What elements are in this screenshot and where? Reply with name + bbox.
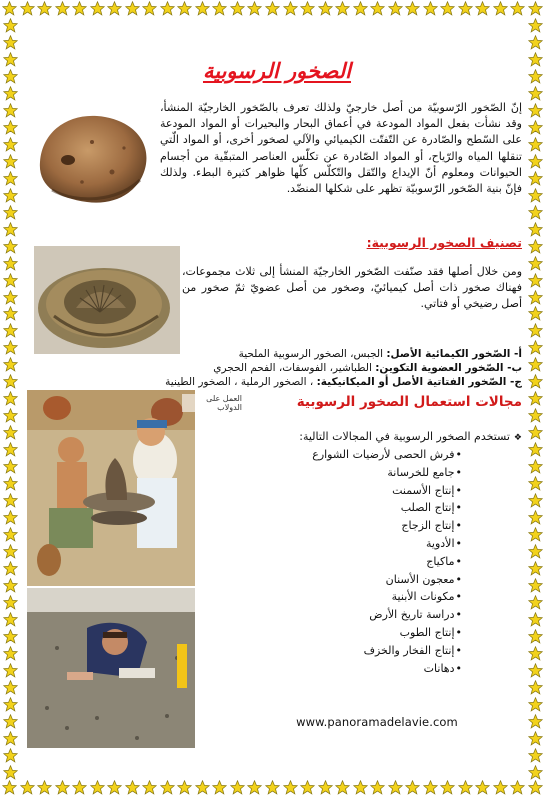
star-icon xyxy=(72,780,87,795)
diamond-bullet-icon: ❖ xyxy=(513,433,522,443)
star-icon xyxy=(3,765,18,780)
star-border-bottom xyxy=(0,780,545,798)
sedimentary-rock-image xyxy=(32,102,154,212)
star-icon xyxy=(3,306,18,321)
star-icon xyxy=(3,663,18,678)
star-icon xyxy=(3,35,18,50)
star-icon xyxy=(475,780,490,795)
star-icon xyxy=(177,1,192,16)
star-icon xyxy=(3,18,18,33)
star-icon xyxy=(265,1,280,16)
star-icon xyxy=(528,408,543,423)
classification-item xyxy=(172,361,522,375)
star-icon xyxy=(3,340,18,355)
star-icon xyxy=(230,1,245,16)
star-icon xyxy=(3,239,18,254)
classification-paragraph: ومن خلال أصلها فقد صنّفت الصّخور الخارجيّة المنشأ إلى ثلاث مجموعات، فهناك صخور ذات أصل كيميائيّ، وصخور من أصل عضويّ ثمّ صخور من أصل رضيخي أو فتاتي. xyxy=(182,265,522,310)
star-icon xyxy=(493,780,508,795)
star-icon xyxy=(528,578,543,593)
star-icon xyxy=(3,425,18,440)
classification-item-text: الطباشير، الفوسفات، الفحم الحجري xyxy=(213,362,376,374)
star-icon xyxy=(528,374,543,389)
star-icon xyxy=(72,1,87,16)
star-icon xyxy=(388,1,403,16)
list-item: • دهانات xyxy=(272,660,462,678)
star-icon xyxy=(528,137,543,152)
star-icon xyxy=(230,780,245,795)
star-icon xyxy=(3,442,18,457)
classification-item-text: ، الصخور الرملية ، الصخور الطينية xyxy=(165,376,317,388)
pottery-illustration xyxy=(27,390,195,586)
star-icon xyxy=(3,222,18,237)
star-icon xyxy=(195,780,210,795)
star-icon xyxy=(528,323,543,338)
star-icon xyxy=(3,188,18,203)
star-icon xyxy=(3,408,18,423)
star-icon xyxy=(528,154,543,169)
star-icon xyxy=(142,1,157,16)
star-icon xyxy=(3,205,18,220)
star-icon xyxy=(3,697,18,712)
star-icon xyxy=(3,714,18,729)
classification-item xyxy=(172,347,522,361)
star-icon xyxy=(3,171,18,186)
star-icon xyxy=(2,1,17,16)
star-icon xyxy=(528,510,543,525)
star-icon xyxy=(528,86,543,101)
star-icon xyxy=(107,1,122,16)
star-icon xyxy=(528,561,543,576)
star-icon xyxy=(528,222,543,237)
star-icon xyxy=(528,748,543,763)
list-item: • معجون الأسنان xyxy=(272,571,462,589)
star-icon xyxy=(3,476,18,491)
star-icon xyxy=(3,629,18,644)
star-icon xyxy=(3,391,18,406)
star-icon xyxy=(3,374,18,389)
star-icon xyxy=(3,137,18,152)
star-icon xyxy=(528,646,543,661)
star-icon xyxy=(212,1,227,16)
star-icon xyxy=(405,780,420,795)
star-icon xyxy=(528,493,543,508)
star-icon xyxy=(3,69,18,84)
star-icon xyxy=(528,595,543,610)
star-icon xyxy=(353,1,368,16)
star-icon xyxy=(212,780,227,795)
star-icon xyxy=(107,780,122,795)
star-icon xyxy=(177,780,192,795)
classification-item-label: أ- الصّخور الكيمائية الأصل: xyxy=(386,348,522,360)
star-icon xyxy=(528,425,543,440)
star-icon xyxy=(528,780,543,795)
classification-item xyxy=(165,375,522,389)
star-icon xyxy=(475,1,490,16)
star-icon xyxy=(3,544,18,559)
star-icon xyxy=(335,1,350,16)
list-item: • مكونات الأبنية xyxy=(272,588,462,606)
star-border-top xyxy=(0,1,545,19)
star-icon xyxy=(353,780,368,795)
star-border-left xyxy=(1,18,19,780)
star-icon xyxy=(528,714,543,729)
star-icon xyxy=(528,35,543,50)
star-icon xyxy=(423,1,438,16)
star-icon xyxy=(3,493,18,508)
star-icon xyxy=(528,256,543,271)
star-icon xyxy=(528,680,543,695)
star-icon xyxy=(3,612,18,627)
star-icon xyxy=(405,1,420,16)
uses-intro xyxy=(222,430,522,443)
list-item: • إنتاج الزجاج xyxy=(272,517,462,535)
geologist-photo xyxy=(27,588,195,748)
star-icon xyxy=(335,780,350,795)
star-icon xyxy=(528,731,543,746)
star-icon xyxy=(528,663,543,678)
star-icon xyxy=(265,780,280,795)
list-item: • فرش الحصى لأرضيات الشوارع xyxy=(272,446,462,464)
star-icon xyxy=(3,103,18,118)
star-icon xyxy=(388,780,403,795)
star-icon xyxy=(528,629,543,644)
list-item: • إنتاج الطوب xyxy=(272,624,462,642)
list-item: • جامع للخرسانة xyxy=(272,464,462,482)
star-icon xyxy=(3,459,18,474)
star-icon xyxy=(195,1,210,16)
star-icon xyxy=(55,780,70,795)
star-icon xyxy=(528,697,543,712)
star-icon xyxy=(423,780,438,795)
star-icon xyxy=(300,780,315,795)
star-icon xyxy=(125,780,140,795)
star-icon xyxy=(3,273,18,288)
star-icon xyxy=(440,780,455,795)
star-icon xyxy=(528,765,543,780)
star-icon xyxy=(3,578,18,593)
page-title: الصخور الرسوبية xyxy=(202,58,351,83)
website-url[interactable]: www.panoramadelavie.com xyxy=(296,715,458,729)
star-icon xyxy=(370,1,385,16)
star-icon xyxy=(528,306,543,321)
star-icon xyxy=(528,544,543,559)
star-icon xyxy=(3,154,18,169)
intro-paragraph: إنّ الصّخور الرّسوبيّة من أصل خارجيّ ولذلك تعرف بالصّخور الخارجيّة المنشأ، وقد نشأت بفعل المواد المودعة في أعماق البحار والبحيرات أو المواد المودعة على السّطح والصّادرة عن التّفتّت الكيميائي والآلي لصخور أخرى، أو المواد الّتي تنقلها المياه والرّياح، أو المواد الصّادرة عن تكلّس العناصر المتبقّية من أجسام الحيوانات ومعلوم أنّ الإيداع والتّقل والتّكلّس كلّها ظواهر كثيرة البطء. ولذلك فإنّ بنية الصّخور الرّسوبيّة تظهر على شكلها المنضّد. xyxy=(160,101,522,196)
star-icon xyxy=(20,780,35,795)
star-icon xyxy=(3,595,18,610)
star-icon xyxy=(2,780,17,795)
list-item: • ماكياج xyxy=(272,553,462,571)
star-border-right xyxy=(526,18,544,780)
star-icon xyxy=(510,1,525,16)
star-icon xyxy=(3,680,18,695)
image-caption: العمل على الدولاب xyxy=(182,394,242,412)
star-icon xyxy=(125,1,140,16)
star-icon xyxy=(528,442,543,457)
star-icon xyxy=(3,527,18,542)
star-icon xyxy=(37,780,52,795)
star-icon xyxy=(247,1,262,16)
star-icon xyxy=(37,1,52,16)
star-icon xyxy=(528,476,543,491)
star-icon xyxy=(528,1,543,16)
uses-heading: مجالات استعمال الصخور الرسوبية xyxy=(296,394,522,410)
list-item: • إنتاج الفخار والخزف xyxy=(272,642,462,660)
star-icon xyxy=(528,18,543,33)
star-icon xyxy=(3,290,18,305)
star-icon xyxy=(528,527,543,542)
star-icon xyxy=(55,1,70,16)
star-icon xyxy=(370,780,385,795)
star-icon xyxy=(528,612,543,627)
star-icon xyxy=(3,120,18,135)
star-icon xyxy=(3,323,18,338)
star-icon xyxy=(528,273,543,288)
list-item: • دراسة تاريخ الأرض xyxy=(272,606,462,624)
star-icon xyxy=(3,256,18,271)
star-icon xyxy=(528,391,543,406)
star-icon xyxy=(283,1,298,16)
star-icon xyxy=(283,780,298,795)
star-icon xyxy=(90,780,105,795)
uses-intro-text: تستخدم الصخور الرسوبية في المجالات التالية: xyxy=(299,430,510,443)
document-page xyxy=(22,22,523,778)
star-icon xyxy=(528,69,543,84)
star-icon xyxy=(318,1,333,16)
list-item: • الأدوية xyxy=(272,535,462,553)
classification-item-label: ب- الصّخور العضوية التكوين: xyxy=(375,362,522,374)
star-icon xyxy=(458,780,473,795)
star-icon xyxy=(160,1,175,16)
star-icon xyxy=(528,171,543,186)
star-icon xyxy=(510,780,525,795)
star-icon xyxy=(528,205,543,220)
star-icon xyxy=(528,239,543,254)
uses-list xyxy=(272,446,462,677)
star-icon xyxy=(3,646,18,661)
star-icon xyxy=(528,340,543,355)
star-icon xyxy=(528,120,543,135)
star-icon xyxy=(3,357,18,372)
star-icon xyxy=(528,52,543,67)
star-icon xyxy=(90,1,105,16)
star-icon xyxy=(493,1,508,16)
star-icon xyxy=(528,459,543,474)
star-icon xyxy=(458,1,473,16)
star-icon xyxy=(528,357,543,372)
star-icon xyxy=(3,510,18,525)
star-icon xyxy=(318,780,333,795)
star-icon xyxy=(300,1,315,16)
classification-item-text: الجبس، الصخور الرسوبية الملحية xyxy=(238,348,387,360)
classification-heading: تصنيف الصخور الرسوبية: xyxy=(366,235,522,250)
star-icon xyxy=(3,731,18,746)
star-icon xyxy=(440,1,455,16)
fossil-shell-image xyxy=(34,246,180,354)
star-icon xyxy=(3,86,18,101)
classification-item-label: ج- الصّخور الفتاتية الأصل أو الميكانيكية: xyxy=(316,376,522,388)
star-icon xyxy=(20,1,35,16)
star-icon xyxy=(160,780,175,795)
star-icon xyxy=(528,290,543,305)
star-icon xyxy=(528,103,543,118)
star-icon xyxy=(247,780,262,795)
star-icon xyxy=(528,188,543,203)
star-icon xyxy=(3,52,18,67)
list-item: • إنتاج الصلب xyxy=(272,499,462,517)
star-icon xyxy=(142,780,157,795)
star-icon xyxy=(3,748,18,763)
star-icon xyxy=(3,561,18,576)
list-item: • إنتاج الأسمنت xyxy=(272,482,462,500)
